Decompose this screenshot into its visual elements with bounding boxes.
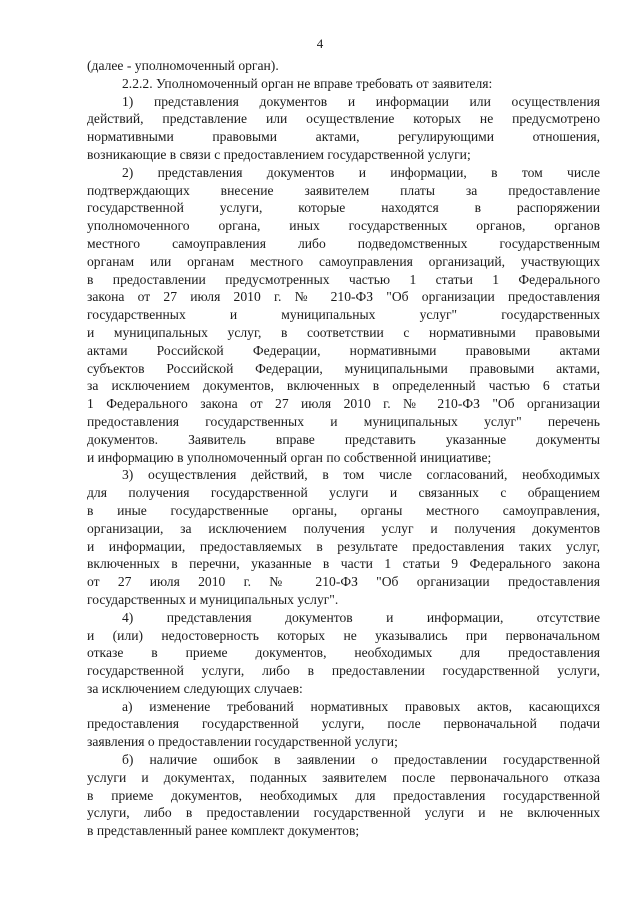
text-line: закона от 27 июля 2010 г. № 210-ФЗ "Об организации предоставления [87,289,600,305]
text-line: отказе в приеме документов, необходимых для предоставления [87,645,600,661]
text-line: 2) представления документов и информации, в том числе [122,164,600,180]
text-line: и (или) недостоверность которых не указывались при первоначальном [87,627,600,643]
text-line: а) изменение требований нормативных правовых актов, касающихся [122,698,600,714]
text-line: (далее - уполномоченный орган). [87,58,279,73]
text-line: в иные государственные органы, органы местного самоуправления, [87,502,600,518]
text-line: за исключением документов, включенных в определенный частью 6 статьи [87,378,600,394]
text-line: предоставления государственной услуги, после первоначальной подачи [87,716,600,732]
text-line: подтверждающих внесение заявителем платы за предоставление [87,182,600,198]
text-line: уполномоченного органа, иных государственных органов, органов [87,218,600,234]
text-line: 1 Федерального закона от 27 июля 2010 г. № 210-ФЗ "Об организации [87,396,600,412]
text-line: за исключением следующих случаев: [87,680,303,696]
text-line: для получения государственной услуги и связанных с обращением [87,485,600,501]
text-line: и муниципальных услуг, в соответствии с нормативными правовыми [87,324,600,340]
text-line: и информации, предоставляемых в результате предоставления таких услуг, [87,538,600,554]
text-line: в предоставлении предусмотренных частью 1 статьи 1 Федерального [87,271,600,287]
text-line: действий, представление или осуществление которых не предусмотрено [87,111,600,127]
text-line: организации, за исключением получения услуг и получения документов [87,520,600,536]
text-line: 2.2.2. Уполномоченный орган не вправе требовать от заявителя: [122,75,493,91]
text-line: документов. Заявитель вправе представить указанные документы [87,431,600,447]
text-line: в приеме документов, необходимых для предоставления государственной [87,787,600,803]
text-line: 4) представления документов и информации, отсутствие [122,609,600,625]
text-line: государственных и муниципальных услуг" государственных [87,307,600,323]
text-line: 3) осуществления действий, в том числе согласований, необходимых [122,467,600,483]
text-line: актами Российской Федерации, нормативными правовыми актами [87,342,600,358]
text-line: от 27 июля 2010 г. № 210-ФЗ "Об организации предоставления [87,574,600,590]
text-line: субъектов Российской Федерации, муниципальными правовыми актами, [87,360,600,376]
text-line: услуги, либо в предоставлении государственной услуги и не включенных [87,805,600,821]
text-line: государственной услуги, либо в предоставлении государственной услуги, [87,663,600,679]
text-line: включенных в перечни, указанные в части 1 статьи 9 Федерального закона [87,556,600,572]
text-line: возникающие в связи с предоставлением государственной услуги; [87,146,471,162]
text-line: государственных и муниципальных услуг". [87,591,339,607]
text-line: органам или органам местного самоуправления организаций, участвующих [87,253,600,269]
text-line: б) наличие ошибок в заявлении о предоставлении государственной [122,752,600,768]
text-line: услуги и документах, поданных заявителем после первоначального отказа [87,769,600,785]
text-line: заявления о предоставлении государственной услуги; [87,734,398,750]
page-number: 4 [316,36,324,51]
text-line: 1) представления документов и информации или осуществления [122,93,600,109]
text-line: предоставления государственных и муниципальных услуг" перечень [87,413,600,429]
text-line: нормативными правовыми актами, регулирующими отношения, [87,129,600,145]
text-line: местного самоуправления либо подведомственных государственным [87,235,600,251]
text-line: государственной услуги, которые находятся в распоряжении [87,200,600,216]
document-body [87,57,600,840]
text-line: в представленный ранее комплект документов; [87,823,360,839]
text-line: и информацию в уполномоченный орган по собственной инициативе; [87,449,492,465]
